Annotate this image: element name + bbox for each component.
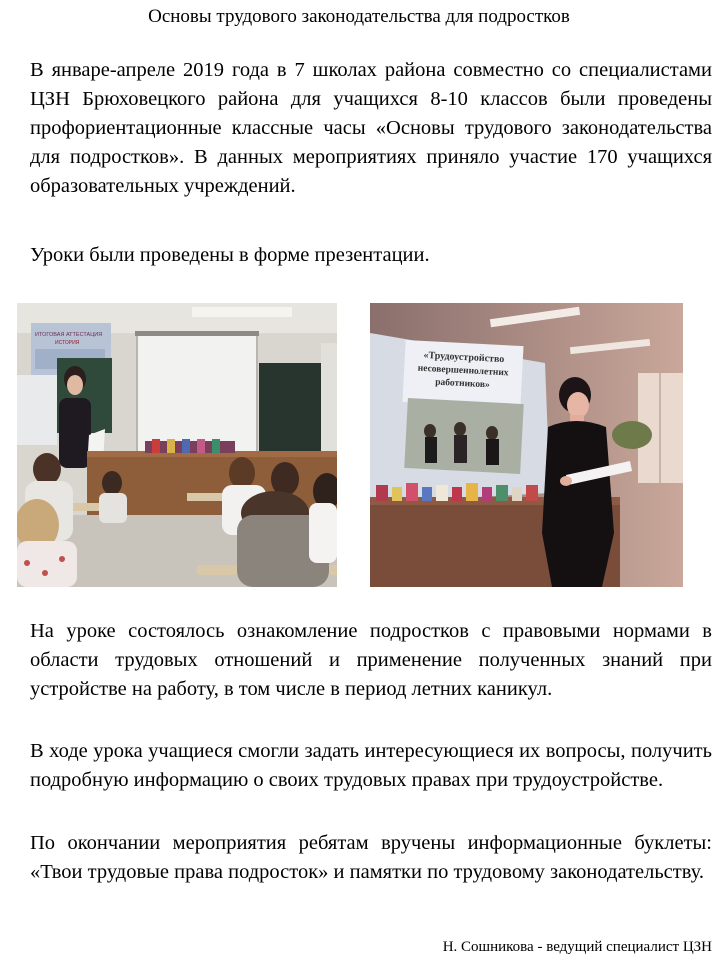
slide-title-line: «Трудоустройство bbox=[423, 349, 505, 366]
document-title: Основы трудового законодательства для подростков bbox=[148, 6, 570, 27]
classroom-photo-right bbox=[370, 303, 683, 587]
paragraph-booklets: По окончании мероприятия ребятам вручены информационные буклеты: «Твои трудовые права подросток» и памятки по трудовому законодательству. bbox=[30, 832, 712, 883]
author-signature: Н. Сошникова - ведущий специалист ЦЗН bbox=[442, 939, 712, 955]
classroom-scene-illustration bbox=[17, 303, 337, 587]
poster-subheading: ИСТОРИЯ bbox=[55, 340, 80, 346]
presentation-scene-illustration bbox=[370, 303, 683, 587]
slide-title-line: работников» bbox=[434, 377, 491, 391]
slide-title-line: несовершеннолетних bbox=[417, 363, 509, 379]
paragraph-intro: В январе-апреле 2019 года в 7 школах района совместно со специалистами ЦЗН Брюховецкого района для учащихся 8-10 классов были проведены профориентационные классные часы «Основы трудового законодательства для подростков». В данных мероприятиях приняло участие 170 учащихся образовательных учреждений. bbox=[30, 59, 712, 197]
paragraph-lesson: На уроке состоялось ознакомление подростков с правовыми нормами в области трудовых отношений и применение полученных знаний при устройстве на работу, в том числе в период летних каникул. bbox=[30, 620, 712, 700]
paragraph-questions: В ходе урока учащиеся смогли задать интересующиеся их вопросы, получить подробную информацию о своих трудовых правах при трудоустройстве. bbox=[30, 740, 712, 791]
poster-heading: ИТОГОВАЯ АТТЕСТАЦИЯ bbox=[35, 332, 103, 338]
classroom-photo-left bbox=[17, 303, 337, 587]
paragraph-presentation: Уроки были проведены в форме презентации. bbox=[30, 244, 430, 266]
